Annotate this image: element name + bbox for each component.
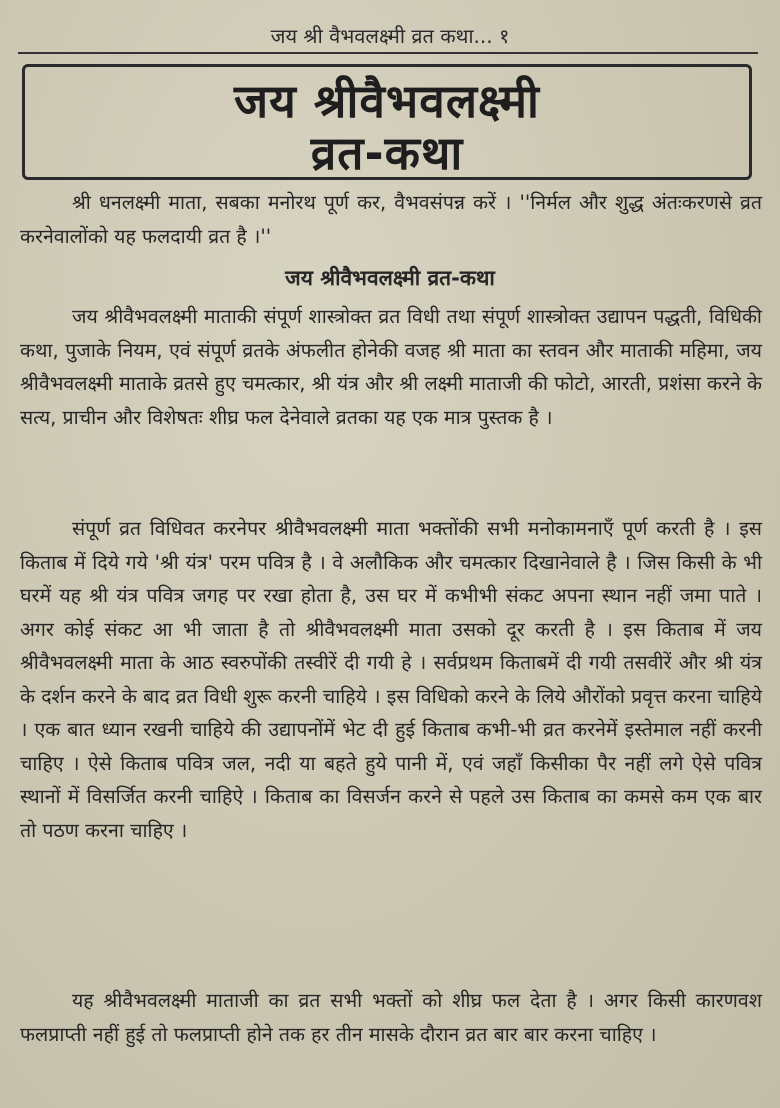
- title-line-1: जय श्रीवैभवलक्ष्मी: [234, 74, 540, 128]
- section-heading: जय श्रीवैभवलक्ष्मी व्रत-कथा: [285, 266, 495, 290]
- title-box: [22, 64, 752, 180]
- running-header: जय श्री वैभवलक्ष्मी व्रत कथा... १: [270, 24, 510, 48]
- title-line-2: व्रत-कथा: [310, 126, 464, 180]
- paragraph-3: यह श्रीवैभवलक्ष्मी माताजी का व्रत सभी भक्तों को शीघ्र फल देता है । अगर किसी कारणवश फलप्राप्ती नहीं हुई तो फलप्राप्ती होने तक हर तीन मासके दौरान व्रत बार बार करना चाहिए ।: [20, 989, 762, 1046]
- paragraph-1: जय श्रीवैभवलक्ष्मी माताकी संपूर्ण शास्त्रोक्त व्रत विधी तथा संपूर्ण शास्त्रोक्त उद्यापन पद्धती, विधिकी कथा, पुजाके नियम, एवं संपूर्ण व्रतके अंफलीत होनेकी वजह श्री माता का स्तवन और माताकी महिमा, जय श्रीवैभवलक्ष्मी माताके व्रतसे हुए चमत्कार, श्री यंत्र और श्री लक्ष्मी माताजी की फोटो, आरती, प्रशंसा करने के सत्य, प्राचीन और विशेषतः शीघ्र फल देनेवाले व्रतका यह एक मात्र पुस्तक है ।: [20, 305, 762, 429]
- intro-paragraph: श्री धनलक्ष्मी माता, सबका मनोरथ पूर्ण कर, वैभवसंपन्न करें । ''निर्मल और शुद्ध अंतःकरणसे व्रत करनेवालोंको यह फलदायी व्रत है ।'': [20, 191, 762, 248]
- header-rule: [18, 52, 758, 54]
- paragraph-2: संपूर्ण व्रत विधिवत करनेपर श्रीवैभवलक्ष्मी माता भक्तोंकी सभी मनोकामनाएँ पूर्ण करती है । इस किताब में दिये गये 'श्री यंत्र' परम पवित्र है । वे अलौकिक और चमत्कार दिखानेवाले है । जिस किसी के भी घरमें यह श्री यंत्र पवित्र जगह पर रखा होता है, उस घर में कभीभी संकट अपना स्थान नहीं जमा पाते । अगर कोई संकट आ भी जाता है तो श्रीवैभवलक्ष्मी माता उसको दूर करती है । इस किताब में जय श्रीवैभवलक्ष्मी माता के आठ स्वरुपोंकी तस्वीरें दी गयी हे । सर्वप्रथम किताबमें दी गयी तसवीरें और श्री यंत्र के दर्शन करने के बाद व्रत विधी शुरू करनी चाहिये । इस विधिको करने के लिये औरोंको प्रवृत्त करना चाहिये । एक बात ध्यान रखनी चाहिये की उद्यापनोंमें भेट दी हुई किताब कभी-भी व्रत करनेमें इस्तेमाल नहीं करनी चाहिए । ऐसे किताब पवित्र जल, नदी या बहते हुये पानी में, एवं जहाँ किसीका पैर नहीं लगे ऐसे पवित्र स्थानों में विसर्जित करनी चाहिऐ । किताब का विसर्जन करने से पहले उस किताब का कमसे कम एक बार तो पठण करना चाहिए ।: [20, 517, 762, 842]
